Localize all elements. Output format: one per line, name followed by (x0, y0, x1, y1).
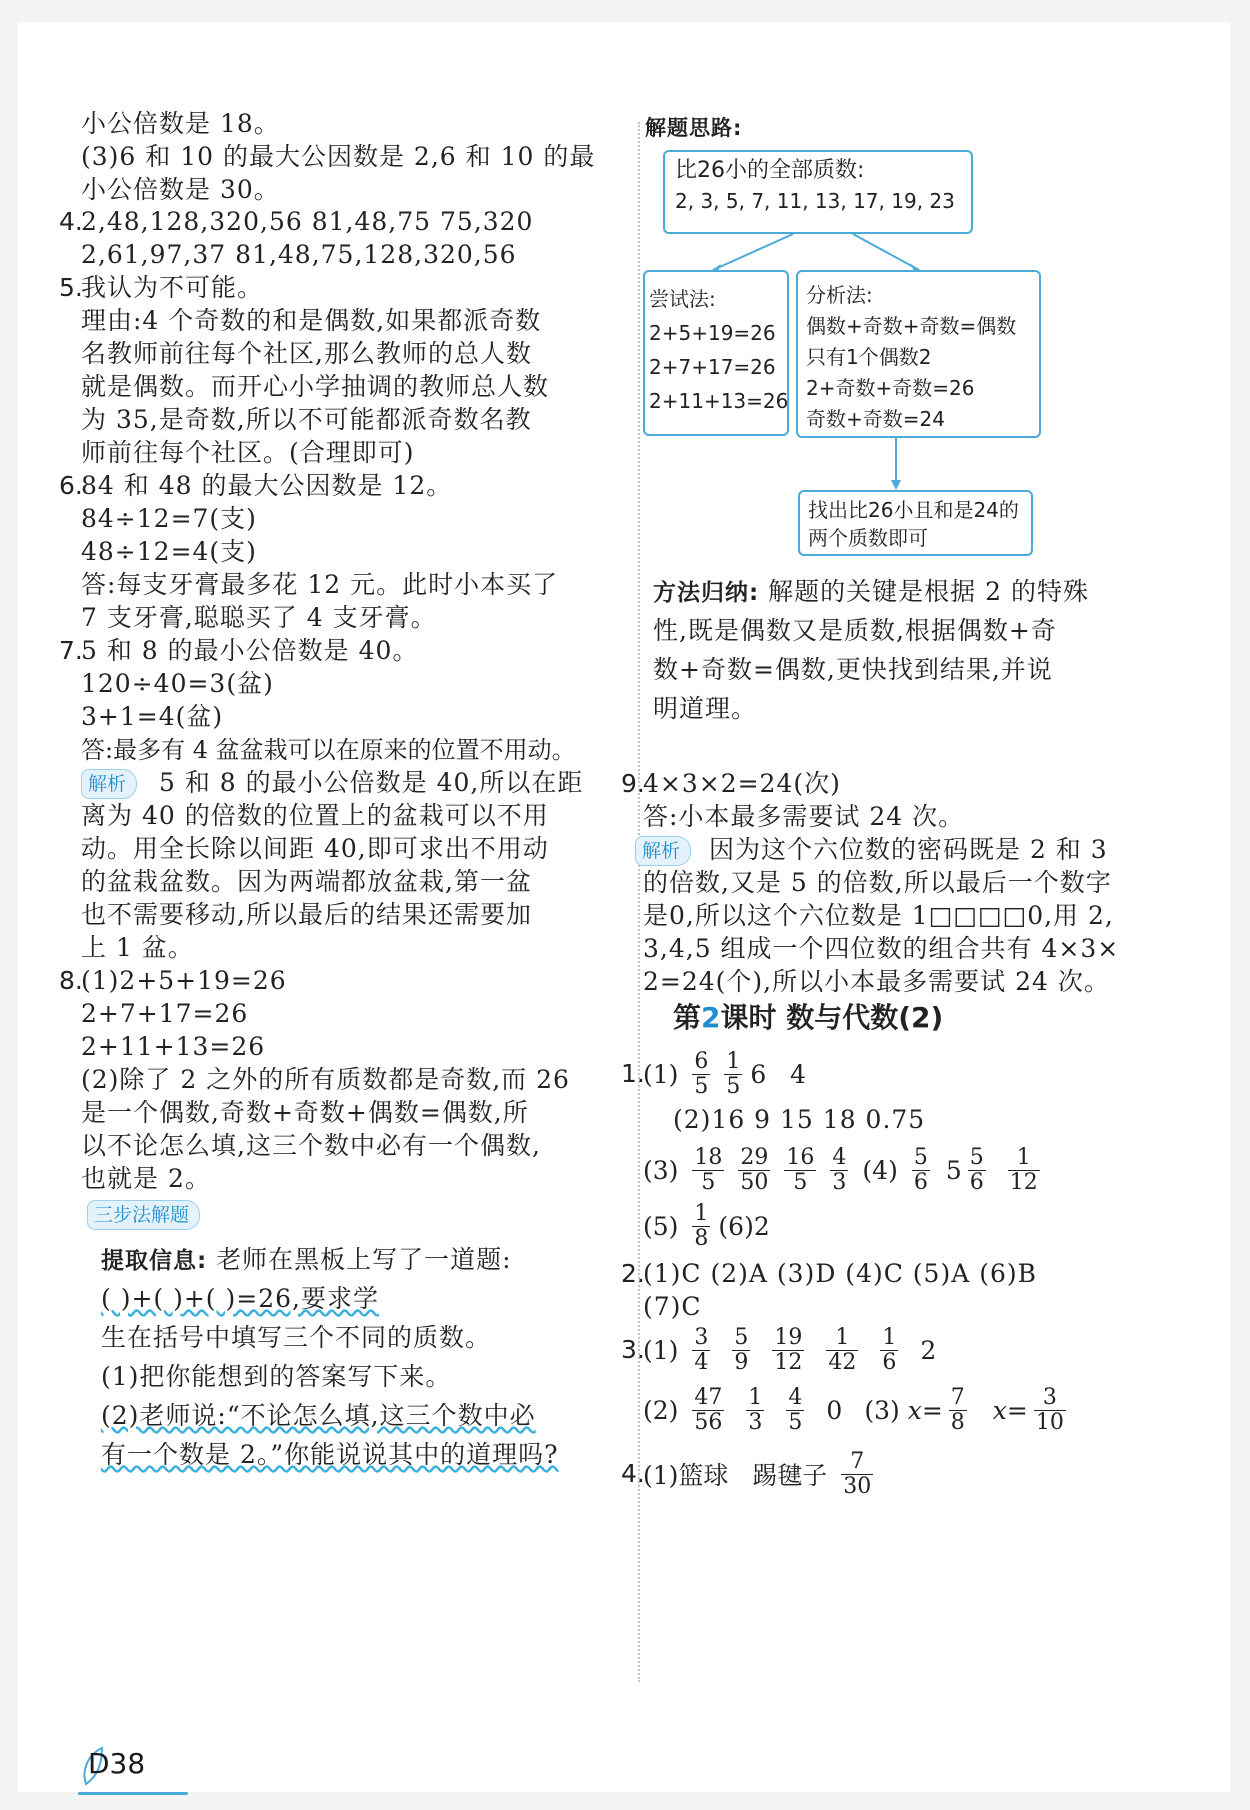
numerator: 6 (694, 1048, 709, 1074)
part-label: (4) (862, 1155, 898, 1185)
denominator: 56 (694, 1409, 723, 1435)
text-line: 5 和 8 的最小公倍数是 40。 (81, 636, 419, 665)
denominator: 5 (701, 1169, 716, 1195)
denominator: 5 (793, 1169, 808, 1195)
numerator: 4 (788, 1384, 803, 1410)
numerator: 1 (826, 1326, 858, 1351)
fraction (826, 1326, 858, 1375)
tiqu-text: ( )+( )+( )=26,要求学 (101, 1284, 379, 1313)
text-line: 3,4,5 组成一个四位数的组合共有 4×3× (643, 934, 1120, 963)
fraction (772, 1326, 804, 1375)
box-text: 偶数+奇数+奇数=偶数 (806, 314, 1017, 338)
text-line: 为 35,是奇数,所以不可能都派奇数名教 (81, 405, 532, 434)
denominator: 5 (788, 1409, 803, 1435)
answer-page (18, 22, 1230, 1792)
part-label: (1) (643, 1059, 679, 1089)
sanbu-tag: 三步法解题 (87, 1200, 200, 1230)
denominator: 12 (1009, 1169, 1038, 1195)
box-text: 2+奇数+奇数=26 (806, 376, 975, 400)
denominator: 50 (740, 1169, 769, 1195)
text-line: 3+1=4(盆) (81, 702, 224, 731)
part-label: (2) (643, 1395, 679, 1425)
numerator: 5 (734, 1324, 749, 1350)
equation-lhs: x= (907, 1395, 943, 1425)
numerator: 3 (1034, 1386, 1066, 1411)
jiexi-tag: 解析 (81, 769, 137, 799)
question-number-1: 1. (621, 1059, 645, 1088)
lesson-heading (673, 998, 943, 1038)
text-line: 2+11+13=26 (81, 1032, 266, 1061)
fangfa-line (653, 574, 1089, 611)
question-number-4: 4. (59, 207, 83, 236)
text-line: 4×3×2=24(次) (643, 769, 841, 798)
numerator: 1 (882, 1324, 897, 1350)
fraction (912, 1146, 930, 1195)
numerator: 4 (832, 1144, 847, 1170)
numerator: 29 (740, 1144, 769, 1170)
question-number-6: 6. (59, 471, 83, 500)
box-analysis-method (796, 270, 1041, 438)
part-label: (5) (643, 1211, 679, 1241)
text-line: (2)除了 2 之外的所有质数都是奇数,而 26 (81, 1065, 570, 1094)
numerator: 5 (913, 1144, 928, 1170)
text-line: 2=24(个),所以小本最多需要试 24 次。 (643, 967, 1110, 996)
tiqu-label: 提取信息: (101, 1248, 208, 1274)
fraction (692, 1386, 724, 1435)
text-line: 就是偶数。而开心小学抽调的教师总人数 (81, 372, 550, 401)
numerator: 1 (726, 1048, 741, 1074)
box-text: 2+11+13=26 (649, 389, 789, 413)
fraction (732, 1326, 750, 1375)
fraction (724, 1050, 742, 1099)
text-line: 7 支牙膏,聪聪买了 4 支牙膏。 (81, 603, 437, 632)
question-number-4-right: 4. (621, 1459, 645, 1488)
denominator: 8 (694, 1225, 709, 1251)
text-line: 是0,所以这个六位数是 1□□□□0,用 2, (643, 901, 1114, 930)
text-line: 名教师前往每个社区,那么教师的总人数 (81, 339, 532, 368)
numerator: 1 (1008, 1146, 1040, 1171)
tiqu-text: 老师在黑板上写了一道题: (216, 1245, 512, 1274)
fangfa-text: 解题的关键是根据 2 的特殊 (768, 577, 1089, 606)
text-line: 84 和 48 的最大公因数是 12。 (81, 471, 453, 500)
question-number-7: 7. (59, 636, 83, 665)
denominator: 10 (1035, 1409, 1064, 1435)
question-number-2: 2. (621, 1259, 645, 1288)
text-line: (7)C (643, 1292, 702, 1321)
jiexi-tag: 解析 (635, 836, 691, 866)
fangfa-text: 性,既是偶数又是质数,根据偶数+奇 (653, 616, 1057, 645)
box-text: 只有1个偶数2 (806, 345, 932, 369)
numerator: 1 (694, 1200, 709, 1226)
tiqu-text: 有一个数是 2。”你能说说其中的道理吗? (101, 1440, 559, 1469)
q1-part3-4 (643, 1138, 1048, 1202)
text-line: 师前往每个社区。(合理即可) (81, 438, 415, 467)
text-line: 120÷40=3(盆) (81, 669, 274, 698)
text-line: 因为这个六位数的密码既是 2 和 3 (709, 835, 1108, 864)
fraction (830, 1146, 848, 1195)
box-text: 2, 3, 5, 7, 11, 13, 17, 19, 23 (675, 189, 955, 213)
box-text: 比26小的全部质数: (675, 158, 865, 183)
text-line: 2,48,128,320,56 81,48,75 75,320 (81, 207, 534, 236)
box-text: 分析法: (806, 283, 873, 307)
silu-label: 解题思路: (645, 116, 743, 140)
tiqu-text: 生在括号中填写三个不同的质数。 (101, 1323, 492, 1352)
box-text: 2+5+19=26 (649, 321, 776, 345)
numerator: 18 (694, 1144, 723, 1170)
fraction (786, 1386, 804, 1435)
text-line: 上 1 盆。 (81, 933, 194, 962)
fraction (692, 1202, 710, 1251)
part-text: (6)2 (718, 1211, 770, 1241)
fraction (841, 1450, 873, 1499)
text-line: 也就是 2。 (81, 1164, 211, 1193)
page-number: D38 (88, 1747, 146, 1780)
text-line: 答:每支牙膏最多花 12 元。此时小本买了 (81, 570, 559, 599)
part-text: 2 (920, 1335, 937, 1365)
text-line: 是一个偶数,奇数+奇数+偶数=偶数,所 (81, 1098, 529, 1127)
denominator: 3 (748, 1409, 763, 1435)
fraction (746, 1386, 764, 1435)
fangfa-label: 方法归纳: (653, 580, 760, 606)
fangfa-text: 数+奇数=偶数,更快找到结果,并说 (653, 655, 1053, 684)
numerator: 47 (694, 1384, 723, 1410)
text-line: 48÷12=4(支) (81, 537, 257, 566)
denominator: 8 (950, 1409, 965, 1435)
heading-title: 课时 数与代数(2) (720, 1001, 944, 1034)
question-number-9: 9. (621, 769, 645, 798)
denominator: 3 (832, 1169, 847, 1195)
part-label: (3) (864, 1395, 900, 1425)
fraction (949, 1386, 967, 1435)
box-text: 尝试法: (649, 287, 716, 311)
denominator: 9 (734, 1349, 749, 1375)
denominator: 30 (843, 1473, 872, 1499)
box-text: 2+7+17=26 (649, 355, 776, 379)
q4-part1 (643, 1442, 881, 1506)
part-label: (1) (643, 1335, 679, 1365)
fraction (1008, 1146, 1040, 1195)
footer-underline (78, 1792, 188, 1795)
left-column (59, 22, 651, 1722)
fraction (692, 1326, 710, 1375)
text-line: 以不论怎么填,这三个数中必有一个偶数, (81, 1131, 541, 1160)
numerator: 7 (841, 1450, 873, 1475)
part-text: 0 (826, 1395, 843, 1425)
denominator: 6 (969, 1169, 984, 1195)
tiqu-line (101, 1242, 512, 1279)
question-number-5: 5. (59, 273, 83, 302)
q3-part1 (643, 1318, 944, 1382)
text-line: 答:最多有 4 盆盆栽可以在原来的位置不用动。 (81, 736, 576, 764)
text-line: 2+7+17=26 (81, 999, 249, 1028)
denominator: 42 (828, 1349, 857, 1375)
question-number-8: 8. (59, 966, 83, 995)
box-text: 找出比26小且和是24的 (808, 498, 1019, 522)
numerator: 5 (969, 1144, 984, 1170)
box-trial-method (643, 270, 789, 436)
denominator: 5 (694, 1073, 709, 1099)
tiqu-text: (1)把你能想到的答案写下来。 (101, 1362, 452, 1391)
numerator: 19 (774, 1324, 803, 1350)
text-line: (3)6 和 10 的最大公因数是 2,6 和 10 的最 (81, 142, 596, 171)
numerator: 1 (748, 1384, 763, 1410)
box-text: 奇数+奇数=24 (806, 407, 945, 431)
denominator: 5 (726, 1073, 741, 1099)
part-text: (1)篮球 踢毽子 (643, 1461, 828, 1490)
text-line: 小公倍数是 30。 (81, 175, 280, 204)
denominator: 4 (694, 1349, 709, 1375)
text-line: 84÷12=7(支) (81, 504, 257, 533)
q1-part2: (2)16 9 15 18 0.75 (673, 1105, 926, 1134)
q3-part2-3 (643, 1378, 1074, 1442)
flow-arrows (643, 22, 644, 23)
box-all-primes (663, 150, 973, 234)
fangfa-text: 明道理。 (653, 694, 758, 723)
text-line: 答:小本最多需要试 24 次。 (643, 802, 965, 831)
fraction (784, 1146, 816, 1195)
text-line: (1)C (2)A (3)D (4)C (5)A (6)B (643, 1259, 1037, 1288)
equation-lhs: x= (992, 1395, 1028, 1425)
heading-prefix: 第 (673, 1001, 702, 1034)
text-line: 2,61,97,37 81,48,75,128,320,56 (81, 240, 517, 269)
q1-part5-6 (643, 1194, 778, 1258)
box-text: 两个质数即可 (808, 526, 928, 550)
part-label: (3) (643, 1155, 679, 1185)
denominator: 12 (774, 1349, 803, 1375)
numerator: 7 (950, 1384, 965, 1410)
denominator: 6 (913, 1169, 928, 1195)
text-line: 动。用全长除以间距 40,即可求出不用动 (81, 834, 549, 863)
text-line: 我认为不可能。 (81, 273, 264, 302)
box-conclusion (798, 490, 1033, 556)
text-line: 也不需要移动,所以最后的结果还需要加 (81, 900, 532, 929)
text-line: 的盆栽盆数。因为两端都放盆栽,第一盆 (81, 867, 532, 896)
numerator: 3 (694, 1324, 709, 1350)
q1-part1 (643, 1042, 814, 1106)
text-line: 5 和 8 的最小公倍数是 40,所以在距 (159, 768, 584, 797)
fraction (738, 1146, 770, 1195)
text-line: 理由:4 个奇数的和是偶数,如果都派奇数 (81, 306, 542, 335)
part-text: 6 4 (750, 1059, 807, 1089)
fraction (692, 1146, 724, 1195)
text-line: 小公倍数是 18。 (81, 109, 280, 138)
question-number-3: 3. (621, 1335, 645, 1364)
mixed-whole: 5 (945, 1155, 962, 1185)
text-line: 离为 40 的倍数的位置上的盆栽可以不用 (81, 801, 549, 830)
fraction (1034, 1386, 1066, 1435)
text-line: 的倍数,又是 5 的倍数,所以最后一个数字 (643, 868, 1112, 897)
numerator: 16 (786, 1144, 815, 1170)
fraction (968, 1146, 986, 1195)
text-line: (1)2+5+19=26 (81, 966, 287, 995)
fraction (880, 1326, 898, 1375)
tiqu-text: (2)老师说:“不论怎么填,这三个数中必 (101, 1401, 536, 1430)
right-column (621, 22, 1203, 1722)
fraction (692, 1050, 710, 1099)
heading-number: 2 (701, 1001, 721, 1034)
denominator: 6 (882, 1349, 897, 1375)
